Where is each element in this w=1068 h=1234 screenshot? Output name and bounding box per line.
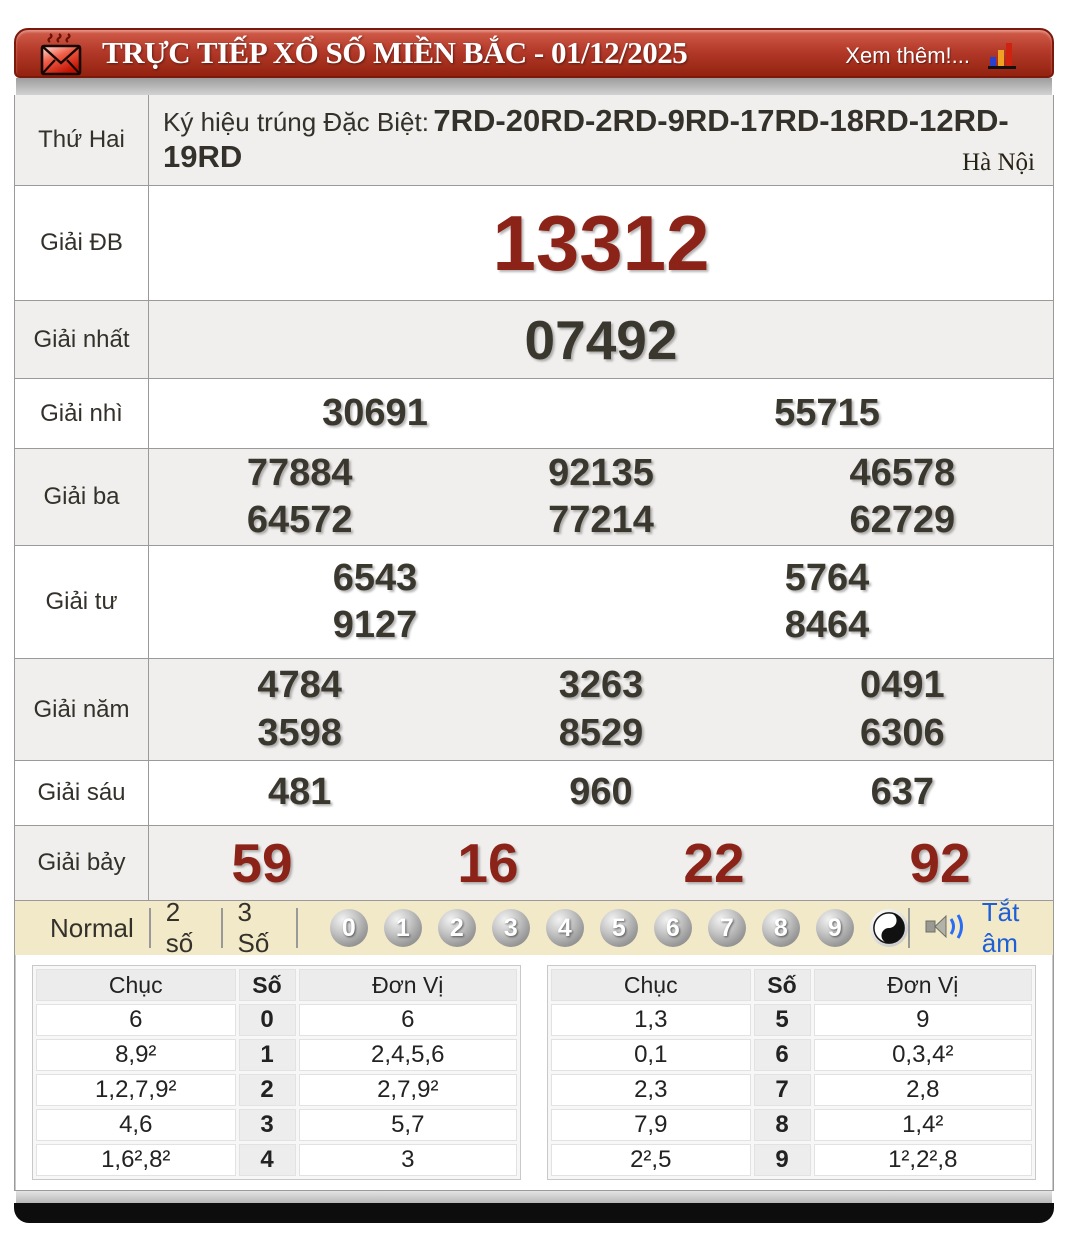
prize-label: Giải năm xyxy=(15,659,149,760)
cell-digit: 6 xyxy=(754,1039,811,1071)
prize-row-seventh xyxy=(15,825,1053,900)
page-title: TRỰC TIẾP XỔ SỐ MIỀN BẮC - 01/12/2025 xyxy=(102,35,688,70)
digit-balls xyxy=(330,909,908,947)
prize-row-sixth xyxy=(15,760,1053,825)
prize-number: 6306 xyxy=(860,711,945,754)
weekday-label: Thứ Hai xyxy=(15,95,149,185)
prize-number: 07492 xyxy=(524,308,678,371)
prize-number: 0491 xyxy=(860,664,945,706)
cell-digit: 8 xyxy=(754,1109,811,1141)
prize-number: 8529 xyxy=(558,711,644,754)
prize-number: 46578 xyxy=(849,451,956,494)
digit-ball-9[interactable]: 9 xyxy=(816,909,854,947)
cell-digit: 3 xyxy=(239,1109,296,1141)
table-row xyxy=(551,1039,1032,1071)
prize-number: 8464 xyxy=(784,604,870,646)
cell-units: 2,7,9² xyxy=(299,1074,518,1106)
cell-units: 9 xyxy=(814,1004,1033,1036)
cell-digit: 1 xyxy=(239,1039,296,1071)
col-header-digit: Số xyxy=(239,969,296,1001)
prize-number: 22 xyxy=(683,832,745,894)
cell-units: 5,7 xyxy=(299,1109,518,1141)
special-symbol-cell xyxy=(149,95,1053,185)
see-more-link[interactable]: Xem thêm!... xyxy=(845,43,970,68)
mode-3-digits[interactable]: 3 Số xyxy=(237,897,270,958)
lottery-widget xyxy=(14,28,1054,1223)
digit-ball-2[interactable]: 2 xyxy=(438,909,476,947)
digit-ball-5[interactable]: 5 xyxy=(600,909,638,947)
cell-digit: 5 xyxy=(754,1004,811,1036)
divider xyxy=(908,908,910,948)
prize-number: 5764 xyxy=(784,556,870,599)
cell-units: 0,3,4² xyxy=(814,1039,1033,1071)
prize-number: 6543 xyxy=(332,556,418,599)
yin-yang-ball[interactable] xyxy=(870,909,908,947)
symbol-label: Ký hiệu trúng Đặc Biệt: xyxy=(163,107,429,137)
prize-number: 16 xyxy=(457,832,519,894)
table-row xyxy=(36,1004,517,1036)
col-header-tens: Chục xyxy=(36,969,236,1001)
results-table xyxy=(14,95,1054,1191)
top-divider-strip xyxy=(16,78,1052,95)
special-symbol-row xyxy=(15,95,1053,185)
col-header-units: Đơn Vị xyxy=(299,969,518,1001)
prize-label: Giải ba xyxy=(15,449,149,545)
prize-row-special xyxy=(15,185,1053,300)
cell-tens: 0,1 xyxy=(551,1039,751,1071)
prize-row-fifth xyxy=(15,658,1053,760)
divider xyxy=(296,908,298,948)
table-row xyxy=(36,1039,517,1071)
region-label: Hà Nội xyxy=(962,149,1035,176)
mode-2-digits[interactable]: 2 số xyxy=(165,897,194,958)
prize-number: 55715 xyxy=(774,391,880,434)
prize-label: Giải nhất xyxy=(15,301,149,378)
cell-units: 1²,2²,8 xyxy=(814,1144,1033,1176)
cell-digit: 2 xyxy=(239,1074,296,1106)
digit-ball-1[interactable]: 1 xyxy=(384,909,422,947)
cell-units: 2,4,5,6 xyxy=(299,1039,518,1071)
cell-tens: 2,3 xyxy=(551,1074,751,1106)
mode-normal[interactable]: Normal xyxy=(50,912,134,943)
prize-number: 637 xyxy=(870,771,935,814)
prize-label: Giải tư xyxy=(15,546,149,658)
table-header-row xyxy=(551,969,1032,1001)
prize-number: 77884 xyxy=(246,451,353,494)
prize-number: 59 xyxy=(231,832,293,894)
prize-number: 481 xyxy=(267,771,332,814)
prize-label: Giải bảy xyxy=(15,826,149,900)
prize-number: 3598 xyxy=(257,711,342,754)
mute-button[interactable]: Tắt âm xyxy=(981,897,1020,958)
widget-footer-bar xyxy=(14,1203,1054,1223)
prize-row-second xyxy=(15,378,1053,448)
prize-row-fourth xyxy=(15,545,1053,658)
cell-units: 6 xyxy=(299,1004,518,1036)
digit-ball-3[interactable]: 3 xyxy=(492,909,530,947)
prize-label: Giải ĐB xyxy=(15,186,149,300)
cell-digit: 0 xyxy=(239,1004,296,1036)
speaker-icon[interactable] xyxy=(924,910,968,947)
stats-table-right xyxy=(547,965,1036,1180)
digit-ball-8[interactable]: 8 xyxy=(762,909,800,947)
col-header-tens: Chục xyxy=(551,969,751,1001)
col-header-digit: Số xyxy=(754,969,811,1001)
prize-number: 30691 xyxy=(322,391,428,434)
toolbar xyxy=(15,897,1053,958)
table-row xyxy=(36,1144,517,1176)
prize-number: 9127 xyxy=(332,604,418,646)
prize-number: 77214 xyxy=(548,499,654,541)
cell-tens: 7,9 xyxy=(551,1109,751,1141)
prize-number: 3263 xyxy=(558,664,644,706)
stats-table-left xyxy=(32,965,521,1180)
bottom-divider-strip xyxy=(16,1191,1052,1203)
digit-ball-7[interactable]: 7 xyxy=(708,909,746,947)
prize-number: 92 xyxy=(909,832,971,894)
prize-label: Giải nhì xyxy=(15,379,149,448)
cell-digit: 9 xyxy=(754,1144,811,1176)
digit-ball-0[interactable]: 0 xyxy=(330,909,368,947)
prize-number: 4784 xyxy=(257,664,342,706)
symbol-value: 7RD-20RD-2RD-9RD-17RD-18RD-12RD-19RD xyxy=(163,103,1009,174)
cell-digit: 7 xyxy=(754,1074,811,1106)
cell-tens: 1,3 xyxy=(551,1004,751,1036)
digit-ball-4[interactable]: 4 xyxy=(546,909,584,947)
table-row xyxy=(36,1074,517,1106)
digit-statistics xyxy=(15,955,1053,1190)
prize-number: 13312 xyxy=(492,198,710,287)
widget-header xyxy=(14,28,1054,78)
cell-tens: 8,9² xyxy=(36,1039,236,1071)
prize-row-third xyxy=(15,448,1053,545)
cell-tens: 2²,5 xyxy=(551,1144,751,1176)
prize-label: Giải sáu xyxy=(15,761,149,825)
hot-envelope-icon xyxy=(38,32,84,83)
prize-number: 62729 xyxy=(849,499,956,541)
table-row xyxy=(551,1109,1032,1141)
prize-number: 92135 xyxy=(548,451,654,494)
cell-digit: 4 xyxy=(239,1144,296,1176)
table-row xyxy=(36,1109,517,1141)
table-row xyxy=(551,1144,1032,1176)
cell-units: 1,4² xyxy=(814,1109,1033,1141)
cell-units: 2,8 xyxy=(814,1074,1033,1106)
cell-tens: 1,2,7,9² xyxy=(36,1074,236,1106)
digit-ball-6[interactable]: 6 xyxy=(654,909,692,947)
prize-number: 960 xyxy=(569,771,633,814)
col-header-units: Đơn Vị xyxy=(814,969,1033,1001)
table-header-row xyxy=(36,969,517,1001)
cell-tens: 1,6²,8² xyxy=(36,1144,236,1176)
table-row xyxy=(551,1004,1032,1036)
cell-tens: 6 xyxy=(36,1004,236,1036)
cell-tens: 4,6 xyxy=(36,1109,236,1141)
bar-chart-icon[interactable] xyxy=(986,39,1018,76)
cell-units: 3 xyxy=(299,1144,518,1176)
prize-row-first xyxy=(15,300,1053,378)
table-row xyxy=(551,1074,1032,1106)
prize-number: 64572 xyxy=(246,499,353,541)
